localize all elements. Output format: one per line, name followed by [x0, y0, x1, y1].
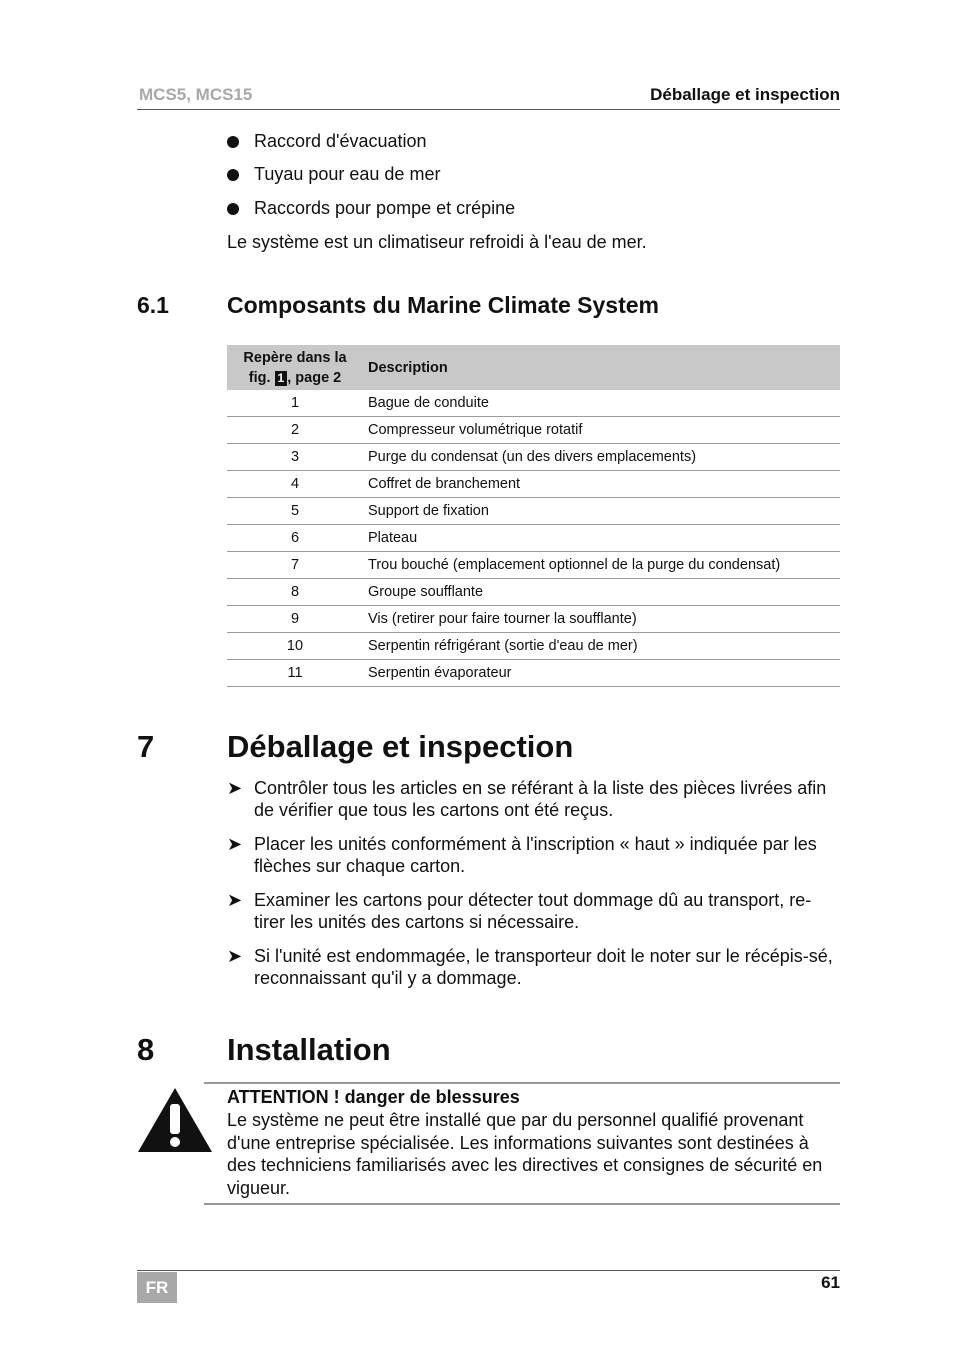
table-row [227, 633, 840, 660]
instruction-step [227, 777, 841, 821]
bullet-icon [227, 136, 239, 148]
figure-number-badge: 1 [275, 371, 288, 386]
chapter-title: Déballage et inspection [227, 729, 574, 764]
table-row [227, 390, 840, 417]
row-number: 9 [227, 606, 363, 633]
row-number: 7 [227, 552, 363, 579]
row-description: Vis (retirer pour faire tourner la soufflante) [363, 606, 840, 633]
row-description: Serpentin évaporateur [363, 660, 840, 687]
row-number: 11 [227, 660, 363, 687]
page-number: 61 [821, 1273, 840, 1292]
bullet-item [227, 131, 427, 152]
instruction-text: Examiner les cartons pour détecter tout dommage dû au transport, re-tirer les unités des cartons si nécessaire. [254, 890, 812, 932]
warning-body: Le système ne peut être installé que par du personnel qualifié provenant d'une entreprise spécialisée. Les informations suivantes sont destinées à des techniciens familiarisés avec les directives et consignes de sécurité en vigueur. [227, 1110, 823, 1198]
warning-top-divider [204, 1082, 840, 1084]
column-header-reference-line1: Repère dans la [243, 349, 347, 366]
header-section-title: Déballage et inspection [650, 85, 840, 104]
arrow-bullet-icon: ➤ [227, 946, 243, 966]
row-description: Compresseur volumétrique rotatif [363, 417, 840, 444]
table-row [227, 606, 840, 633]
row-description: Plateau [363, 525, 840, 552]
table-row [227, 660, 840, 687]
arrow-bullet-icon: ➤ [227, 890, 243, 910]
row-description: Purge du condensat (un des divers emplacements) [363, 444, 840, 471]
language-badge: FR [137, 1272, 177, 1303]
warning-triangle-icon [136, 1086, 214, 1159]
bullet-item [227, 198, 515, 219]
arrow-bullet-icon: ➤ [227, 778, 243, 798]
bullet-item [227, 164, 440, 185]
row-number: 2 [227, 417, 363, 444]
instruction-text: Placer les unités conformément à l'inscription « haut » indiquée par les flèches sur chaque carton. [254, 834, 817, 876]
chapter-number: 7 [137, 729, 155, 764]
bullet-text: Raccord d'évacuation [254, 131, 427, 151]
intro-paragraph: Le système est un climatiseur refroidi à l'eau de mer. [227, 232, 647, 252]
column-header-reference [227, 345, 363, 390]
header-divider [137, 109, 840, 110]
row-description: Support de fixation [363, 498, 840, 525]
chapter-number: 8 [137, 1032, 155, 1067]
table-row [227, 579, 840, 606]
row-number: 5 [227, 498, 363, 525]
warning-bottom-divider [204, 1203, 840, 1205]
bullet-icon [227, 203, 239, 215]
table-row [227, 417, 840, 444]
chapter-title: Installation [227, 1032, 391, 1067]
row-description: Bague de conduite [363, 390, 840, 417]
row-description: Serpentin réfrigérant (sortie d'eau de mer) [363, 633, 840, 660]
row-number: 3 [227, 444, 363, 471]
warning-heading: ATTENTION ! danger de blessures [227, 1087, 520, 1107]
column-header-page-ref: , page 2 [287, 369, 342, 386]
bullet-icon [227, 169, 239, 181]
column-header-fig-label: fig. [248, 369, 271, 386]
header-model: MCS5, MCS15 [139, 85, 253, 104]
row-number: 8 [227, 579, 363, 606]
instruction-step [227, 833, 841, 877]
bullet-text: Raccords pour pompe et crépine [254, 198, 516, 218]
row-number: 6 [227, 525, 363, 552]
instruction-step [227, 889, 841, 933]
table-row [227, 498, 840, 525]
instruction-text: Si l'unité est endommagée, le transporteur doit le noter sur le récépis-sé, reconnaissant qu'il y a dommage. [254, 946, 833, 988]
table-row [227, 525, 840, 552]
row-description: Groupe soufflante [363, 579, 840, 606]
table-row [227, 444, 840, 471]
table-row [227, 552, 840, 579]
instruction-text: Contrôler tous les articles en se référant à la liste des pièces livrées afin de vérifier que tous les cartons ont été reçus. [254, 778, 827, 820]
table-row [227, 471, 840, 498]
bullet-text: Tuyau pour eau de mer [254, 164, 441, 184]
column-header-description: Description [363, 345, 840, 390]
row-number: 1 [227, 390, 363, 417]
instruction-step [227, 945, 841, 989]
row-number: 10 [227, 633, 363, 660]
footer-divider [137, 1270, 840, 1271]
section-title: Composants du Marine Climate System [227, 292, 659, 318]
arrow-bullet-icon: ➤ [227, 834, 243, 854]
components-table [227, 345, 840, 687]
row-description: Coffret de branchement [363, 471, 840, 498]
table-header-row [227, 345, 840, 390]
row-description: Trou bouché (emplacement optionnel de la purge du condensat) [363, 552, 840, 579]
row-number: 4 [227, 471, 363, 498]
section-number: 6.1 [137, 292, 169, 318]
